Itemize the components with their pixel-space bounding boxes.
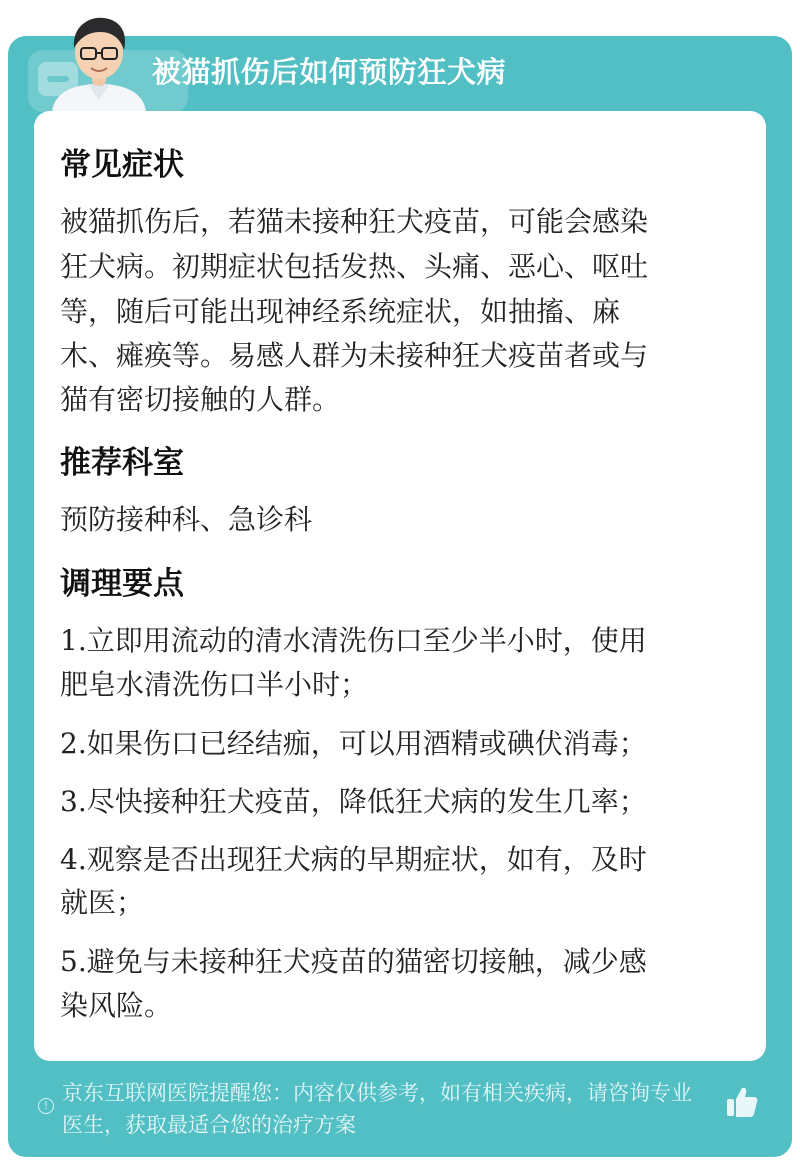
care-item-text: 尽快接种狂犬疫苗，降低狂犬病的发生几率； — [86, 785, 647, 818]
care-item-3 — [60, 780, 750, 823]
care-item-text: 立即用流动的清水清洗伤口至少半小时，使用 — [86, 624, 647, 657]
care-item-2 — [60, 722, 750, 765]
care-item-text: 避免与未接种狂犬疫苗的猫密切接触，减少感 — [86, 945, 647, 978]
care-item-number: 5. — [60, 945, 87, 978]
care-item-1 — [60, 619, 750, 662]
doctor-avatar-icon — [44, 8, 154, 112]
care-item-number: 4. — [60, 843, 87, 876]
disclaimer-line-1: 京东互联网医院提醒您：内容仅供参考，如有相关疾病，请咨询专业 — [62, 1081, 692, 1105]
care-item-1-continued: 肥皂水清洗伤口半小时； — [60, 668, 369, 701]
care-item-number: 2. — [60, 727, 87, 760]
symptoms-line-4: 木、瘫痪等。易感人群为未接种狂犬疫苗者或与 — [60, 339, 649, 372]
disclaimer-line-2: 医生，获取最适合您的治疗方案 — [62, 1113, 356, 1137]
disclaimer-text — [62, 1077, 732, 1141]
care-item-text: 观察是否出现狂犬病的早期症状，如有，及时 — [86, 843, 647, 876]
disclaimer-footer — [8, 1062, 792, 1157]
care-item-number: 1. — [60, 624, 87, 657]
care-item-text: 如果伤口已经结痂，可以用酒精或碘伏消毒； — [86, 727, 647, 760]
department-text: 预防接种科、急诊科 — [60, 503, 313, 536]
page-title: 被猫抓伤后如何预防狂犬病 — [152, 55, 507, 89]
care-item-5-continued: 染风险。 — [60, 989, 173, 1022]
section-heading-department: 推荐科室 — [60, 445, 184, 481]
care-item-4-continued: 就医； — [60, 886, 145, 919]
symptoms-line-5: 猫有密切接触的人群。 — [60, 383, 341, 416]
section-heading-symptoms: 常见症状 — [60, 147, 184, 183]
symptoms-line-3: 等，随后可能出现神经系统症状，如抽搐、麻 — [60, 295, 621, 328]
care-item-number: 3. — [60, 785, 87, 818]
care-item-5 — [60, 940, 750, 983]
care-item-4 — [60, 838, 750, 881]
symptoms-line-2: 狂犬病。初期症状包括发热、头痛、恶心、呕吐 — [60, 250, 649, 283]
content-card — [34, 111, 766, 1061]
symptoms-line-1: 被猫抓伤后，若猫未接种狂犬疫苗，可能会感染 — [60, 205, 649, 238]
thumbs-up-icon[interactable] — [724, 1084, 760, 1120]
info-icon: ! — [38, 1098, 54, 1114]
section-heading-care: 调理要点 — [60, 566, 184, 602]
